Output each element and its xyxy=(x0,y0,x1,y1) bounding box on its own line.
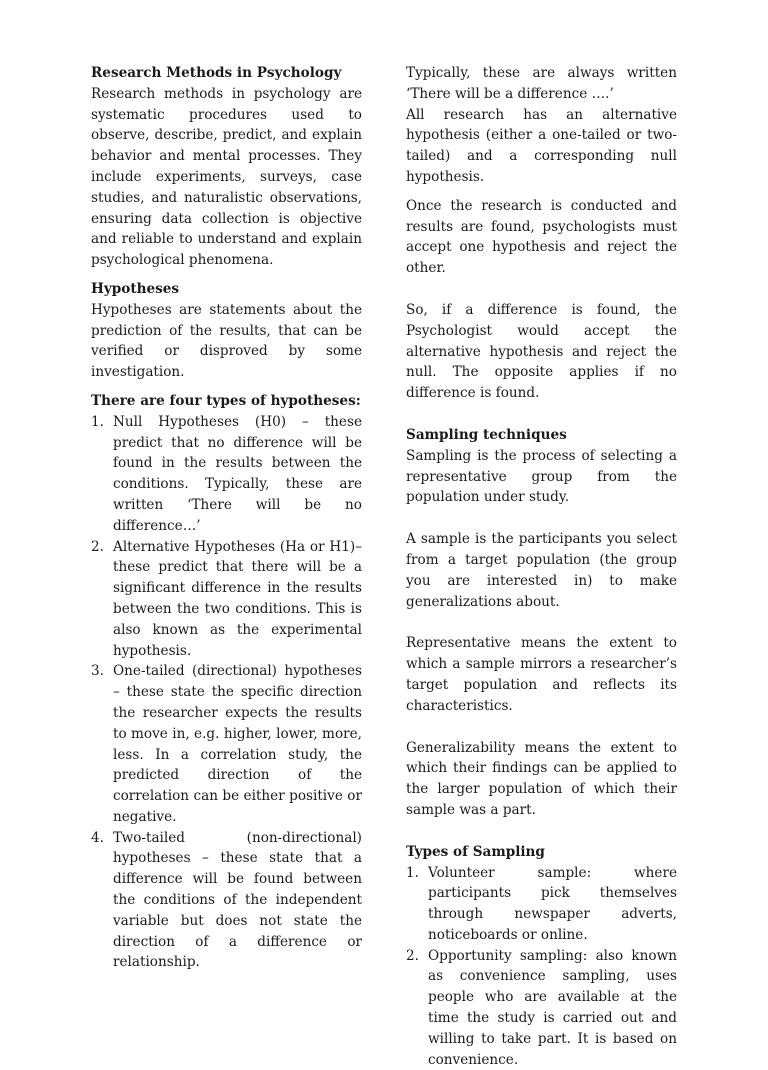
sample-definition-paragraph: A sample is the participants you select from a target population (the group you are interested in) to make generalizations about. xyxy=(406,529,677,612)
list-item-text: Null Hypotheses (H0) – these predict that no difference will be found in the results between the conditions. Typically, these are written ‘There will be no difference…’ xyxy=(113,414,362,534)
types-of-sampling-heading: Types of Sampling xyxy=(406,842,677,863)
list-item xyxy=(91,412,362,537)
list-item-number: 2. xyxy=(91,537,104,558)
list-item-number: 1. xyxy=(406,863,419,884)
list-item xyxy=(91,537,362,662)
list-item-number: 1. xyxy=(91,412,104,433)
hypotheses-heading: Hypotheses xyxy=(91,279,362,300)
generalizability-paragraph: Generalizability means the extent to which their findings can be applied to the larger population of which their sample was a part. xyxy=(406,738,677,821)
sampling-paragraph: Sampling is the process of selecting a representative group from the population under study. xyxy=(406,446,677,508)
hypotheses-types-heading: There are four types of hypotheses: xyxy=(91,391,362,412)
list-item-text: One-tailed (directional) hypotheses – these state the specific direction the researcher expects the results to move in, e.g. higher, lower, more, less. In a correlation study, the predicted direction of the correlation can be either positive or negative. xyxy=(113,663,362,825)
accept-reject-paragraph: Once the research is conducted and results are found, psychologists must accept one hypothesis and reject the other. xyxy=(406,196,677,279)
list-item-number: 4. xyxy=(91,828,104,849)
sampling-techniques-heading: Sampling techniques xyxy=(406,425,677,446)
left-column xyxy=(91,63,362,973)
research-methods-paragraph: Research methods in psychology are systematic procedures used to observe, describe, predict, and explain behavior and mental processes. They include experiments, surveys, case studies, and naturalistic observations, ensuring data collection is objective and reliable to understand and explain psychological phenomena. xyxy=(91,84,362,271)
right-column xyxy=(406,63,677,1070)
alternative-hypothesis-paragraph: All research has an alternative hypothesis (either a one-tailed or two-tailed) and a corresponding null hypothesis. xyxy=(406,105,677,188)
list-item xyxy=(406,863,677,946)
list-item-text: Alternative Hypotheses (Ha or H1)– these predict that there will be a significant difference in the results between the two conditions. This is also known as the experimental hypothesis. xyxy=(113,539,362,659)
sampling-types-list xyxy=(406,863,677,1070)
research-methods-heading: Research Methods in Psychology xyxy=(91,63,362,84)
difference-found-paragraph: So, if a difference is found, the Psychologist would accept the alternative hypothesis and reject the null. The opposite applies if no difference is found. xyxy=(406,300,677,404)
list-item-text: Volunteer sample: where participants pick themselves through newspaper adverts, noticeboards or online. xyxy=(428,865,677,943)
list-item-text: Two-tailed (non-directional) hypotheses – these state that a difference will be found between the conditions of the independent variable but does not state the direction of a difference or relationship. xyxy=(113,830,362,971)
list-item-number: 2. xyxy=(406,946,419,967)
hypotheses-types-list xyxy=(91,412,362,974)
list-item-number: 3. xyxy=(91,661,104,682)
list-item-text: Opportunity sampling: also known as convenience sampling, uses people who are available at the time the study is carried out and willing to take part. It is based on convenience. xyxy=(428,948,677,1068)
list-item xyxy=(91,828,362,974)
intro-line-paragraph: Typically, these are always written ‘There will be a difference ….’ xyxy=(406,63,677,105)
list-item xyxy=(91,661,362,827)
list-item xyxy=(406,946,677,1070)
hypotheses-paragraph: Hypotheses are statements about the prediction of the results, that can be verified or disproved by some investigation. xyxy=(91,300,362,383)
representative-paragraph: Representative means the extent to which a sample mirrors a researcher’s target population and reflects its characteristics. xyxy=(406,633,677,716)
